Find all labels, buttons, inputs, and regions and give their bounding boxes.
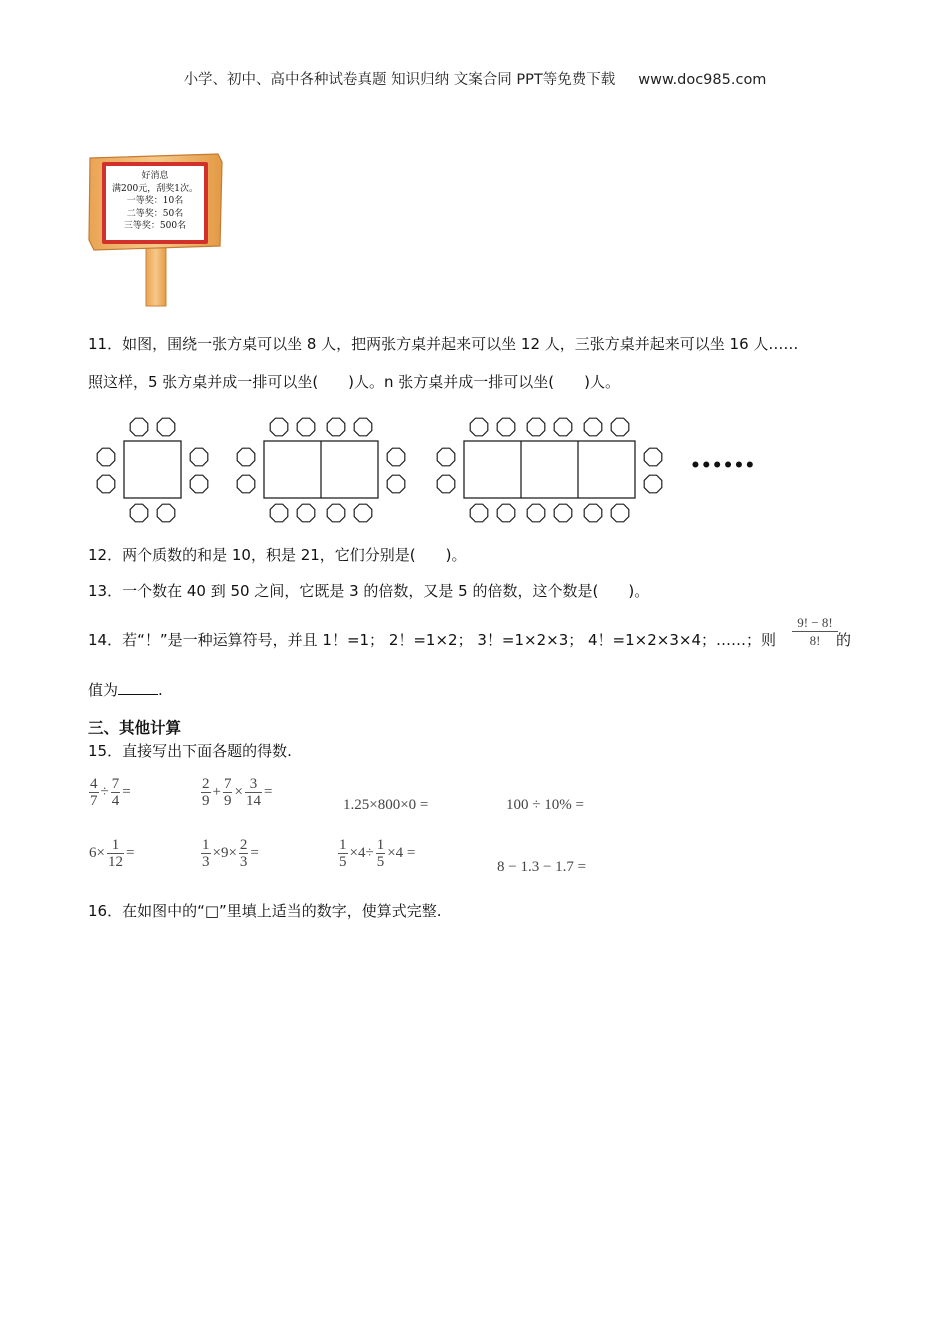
seat: [387, 475, 405, 493]
seat: [97, 475, 115, 493]
operator: ÷: [100, 784, 109, 800]
sign-title: 好消息: [141, 171, 169, 181]
seat: [190, 448, 208, 466]
seat: [387, 448, 405, 466]
seat: [297, 418, 315, 436]
good-news-sign: [86, 150, 226, 310]
question-12: 12．两个质数的和是 10，积是 21，它们分别是( )。: [88, 546, 467, 564]
fraction-den: 12: [107, 854, 123, 870]
fraction-num: 7: [111, 776, 120, 792]
square-tables-diagram: [88, 412, 688, 528]
seat: [554, 418, 572, 436]
seat: [470, 418, 488, 436]
calc-expression-1: [88, 776, 132, 809]
calc-expression-5: [88, 837, 135, 870]
seat: [327, 504, 345, 522]
question-11-line-2: 照这样，5 张方桌并成一排可以坐( )人。n 张方桌并成一排可以坐( )人。: [88, 373, 620, 391]
question-11-line-1: 11．如图，围绕一张方桌可以坐 8 人，把两张方桌并起来可以坐 12 人，三张方桌并起来可以坐 16 人……: [88, 335, 799, 353]
fraction-den: 5: [339, 854, 347, 870]
seat: [237, 448, 255, 466]
calc-expression-4: 100 ÷ 10% =: [506, 797, 584, 813]
fraction-num: 2: [202, 776, 210, 792]
operator: ×4 =: [387, 845, 416, 861]
seat: [157, 504, 175, 522]
page-header: 小学、初中、高中各种试卷真题 知识归纳 文案合同 PPT等免费下载 www.doc985.com: [183, 72, 767, 88]
seat: [527, 504, 545, 522]
calc-expression-2: [200, 776, 273, 809]
fraction-num: 4: [90, 776, 98, 792]
question-14-text: 14．若“！”是一种运算符号，并且 1！=1； 2！=1×2； 3！=1×2×3； 4！=1×2×3×4；……；则: [88, 631, 776, 649]
seat: [527, 418, 545, 436]
equals-sign: =: [125, 845, 135, 861]
seat: [497, 418, 515, 436]
fraction-den: 3: [202, 854, 210, 870]
seat: [611, 504, 629, 522]
question-14-tail: 的: [836, 631, 852, 649]
seat: [237, 475, 255, 493]
equals-sign: =: [263, 784, 273, 800]
seat: [437, 475, 455, 493]
seat: [437, 448, 455, 466]
fraction-den: 3: [239, 854, 248, 870]
calc-expression-8: 8 − 1.3 − 1.7 =: [497, 859, 587, 875]
fraction-den: 5: [376, 854, 385, 870]
sign-line-1: 满200元，刮奖1次。: [112, 183, 198, 194]
operator: +: [212, 784, 221, 800]
calc-expression-3: 1.25×800×0 =: [343, 797, 429, 813]
seat: [270, 418, 288, 436]
sign-line-2: 一等奖：10名: [126, 196, 184, 206]
answer-blank[interactable]: [118, 680, 158, 695]
seat: [584, 504, 602, 522]
fraction-den: 9: [223, 793, 232, 809]
sign-line-4: 三等奖：500名: [123, 221, 187, 231]
factorial-fraction-num: 9! − 8!: [792, 614, 838, 632]
fraction-den: 4: [111, 793, 120, 809]
fraction-num: 1: [107, 837, 124, 854]
seat: [354, 504, 372, 522]
seat: [327, 418, 345, 436]
seat: [130, 418, 148, 436]
question-13: 13．一个数在 40 到 50 之间，它既是 3 的倍数，又是 5 的倍数，这个数是( )。: [88, 582, 650, 600]
seat: [270, 504, 288, 522]
equals-sign: =: [122, 784, 131, 800]
equals-sign: =: [250, 845, 259, 861]
fraction-num: 1: [202, 837, 210, 853]
section-3-title: 三、其他计算: [88, 719, 182, 737]
seat: [130, 504, 148, 522]
factorial-fraction: [792, 614, 838, 649]
seat: [497, 504, 515, 522]
question-14-end: .: [158, 681, 163, 699]
seat: [97, 448, 115, 466]
continuation-dots: ••••••: [690, 456, 756, 476]
fraction-num: 1: [339, 837, 347, 853]
seat: [190, 475, 208, 493]
seat: [611, 418, 629, 436]
seat: [584, 418, 602, 436]
fraction-den: 14: [245, 793, 261, 809]
question-15: 15．直接写出下面各题的得数.: [88, 742, 292, 760]
calc-expression-7: [337, 837, 416, 870]
calc-expression-6: [200, 837, 260, 870]
seat: [354, 418, 372, 436]
fraction-num: 3: [245, 776, 262, 793]
operator: ×4÷: [349, 845, 374, 861]
operator: ×: [234, 784, 243, 800]
question-16: 16．在如图中的“□”里填上适当的数字，使算式完整.: [88, 902, 442, 920]
fraction-num: 2: [239, 837, 248, 853]
seat: [470, 504, 488, 522]
fraction-den: 7: [90, 793, 98, 809]
question-14-line-2: [88, 680, 163, 700]
seat: [157, 418, 175, 436]
seat: [644, 448, 662, 466]
seat: [644, 475, 662, 493]
operand: 6×: [89, 845, 105, 861]
fraction-num: 1: [376, 837, 385, 853]
factorial-fraction-den: 8!: [809, 633, 821, 648]
operator: ×9×: [212, 845, 237, 861]
seat: [554, 504, 572, 522]
fraction-den: 9: [202, 793, 210, 809]
question-14-value-label: 值为: [88, 681, 119, 699]
seat: [297, 504, 315, 522]
sign-line-3: 二等奖：50名: [126, 208, 184, 219]
fraction-num: 7: [223, 776, 232, 792]
